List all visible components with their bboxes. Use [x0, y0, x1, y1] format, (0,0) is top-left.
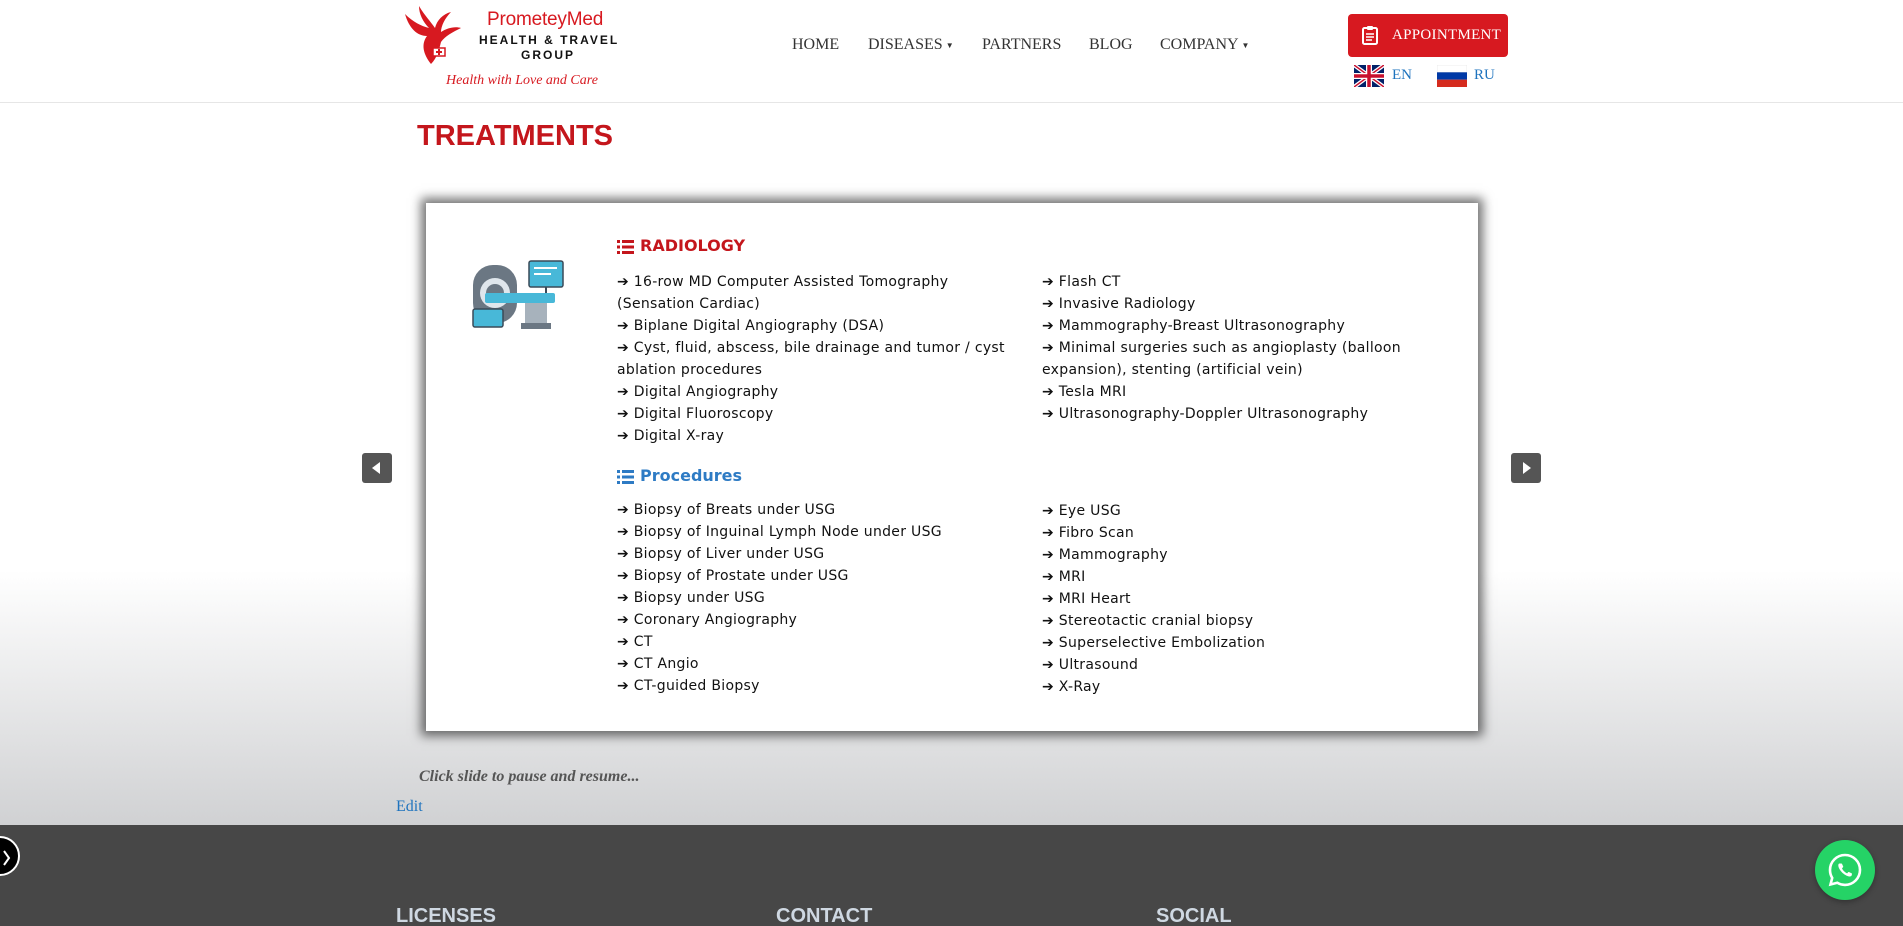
chevron-down-icon: ▼ — [945, 40, 954, 50]
list-item: ➔ Ultrasound — [1042, 657, 1139, 673]
procedures-heading — [617, 466, 742, 485]
whatsapp-button[interactable] — [1815, 840, 1875, 900]
lang-ru-label: RU — [1474, 67, 1495, 83]
list-item: ➔ Invasive Radiology — [1042, 296, 1196, 312]
list-icon — [617, 470, 634, 484]
nav-partners-label: PARTNERS — [982, 36, 1062, 53]
edit-link[interactable]: Edit — [396, 798, 423, 815]
uk-flag-icon — [1354, 65, 1384, 87]
list-item: (Sensation Cardiac) — [617, 296, 761, 312]
nav-diseases-label: DISEASES — [868, 36, 943, 53]
caret-left-icon — [362, 453, 392, 483]
list-item: ➔ Minimal surgeries such as angioplasty (balloon — [1042, 340, 1401, 356]
site-header — [0, 0, 1903, 103]
procedures-title: Procedures — [640, 466, 743, 485]
list-item: ➔ MRI — [1042, 569, 1086, 585]
logo-name: PrometeyMed — [487, 9, 604, 30]
list-item: ➔ Digital X-ray — [617, 428, 725, 444]
list-item: ➔ Biopsy of Breats under USG — [617, 502, 836, 518]
list-item: ➔ 16-row MD Computer Assisted Tomography — [617, 274, 949, 290]
list-item: ablation procedures — [617, 362, 763, 378]
list-item: ➔ Ultrasonography-Doppler Ultrasonography — [1042, 406, 1369, 422]
footer-heading-licenses: LICENSES — [396, 905, 497, 926]
close-icon — [0, 838, 22, 878]
radiology-title: RADIOLOGY — [640, 236, 746, 255]
nav-blog[interactable] — [1089, 36, 1133, 54]
nav-home[interactable] — [792, 36, 839, 54]
site-logo[interactable] — [403, 6, 633, 96]
clipboard-icon — [1362, 25, 1378, 45]
list-item: ➔ Biopsy of Prostate under USG — [617, 568, 849, 584]
whatsapp-icon — [1815, 840, 1875, 900]
nav-blog-label: BLOG — [1089, 36, 1133, 53]
slider-prev-button[interactable] — [362, 453, 392, 483]
list-item: ➔ Coronary Angiography — [617, 612, 798, 628]
site-footer — [0, 825, 1903, 926]
close-button[interactable] — [0, 836, 20, 876]
list-item: ➔ Digital Angiography — [617, 384, 779, 400]
list-item: ➔ CT — [617, 634, 653, 650]
logo-subtitle-line1: HEALTH & TRAVEL — [479, 33, 620, 47]
phoenix-logo-icon — [403, 6, 461, 66]
list-item: ➔ X-Ray — [1042, 679, 1101, 695]
chevron-down-icon: ▼ — [1241, 40, 1250, 50]
nav-home-label: HOME — [792, 36, 840, 53]
radiology-list-left — [617, 271, 1027, 447]
list-item: ➔ Digital Fluoroscopy — [617, 406, 774, 422]
list-item: ➔ Stereotactic cranial biopsy — [1042, 613, 1254, 629]
footer-heading-contact: CONTACT — [776, 905, 873, 926]
list-icon — [617, 240, 634, 254]
list-item: ➔ Biopsy of Liver under USG — [617, 546, 825, 562]
logo-subtitle-line2: GROUP — [521, 48, 576, 62]
radiology-list-right — [1042, 271, 1452, 425]
list-item: ➔ CT Angio — [617, 656, 699, 672]
nav-company[interactable] — [1160, 36, 1249, 54]
appointment-button[interactable] — [1348, 14, 1508, 57]
nav-company-label: COMPANY — [1160, 36, 1239, 53]
radiology-heading — [617, 236, 745, 255]
list-item: ➔ Biplane Digital Angiography (DSA) — [617, 318, 885, 334]
nav-diseases[interactable] — [868, 36, 954, 54]
list-item: ➔ MRI Heart — [1042, 591, 1131, 607]
treatment-slide[interactable] — [426, 203, 1478, 731]
procedures-list-right — [1042, 500, 1452, 698]
appointment-label: APPOINTMENT — [1392, 27, 1502, 43]
list-item: ➔ Flash CT — [1042, 274, 1121, 290]
list-item: ➔ Eye USG — [1042, 503, 1122, 519]
ct-scanner-icon — [469, 259, 567, 335]
caret-right-icon — [1511, 453, 1541, 483]
list-item: ➔ Superselective Embolization — [1042, 635, 1266, 651]
list-item: ➔ Mammography — [1042, 547, 1168, 563]
list-item: expansion), stenting (artificial vein) — [1042, 362, 1303, 378]
slider-hint: Click slide to pause and resume... — [419, 768, 640, 785]
list-item: ➔ Biopsy under USG — [617, 590, 765, 606]
page-title: TREATMENTS — [417, 120, 614, 152]
list-item: ➔ CT-guided Biopsy — [617, 678, 760, 694]
footer-heading-social: SOCIAL — [1156, 905, 1232, 926]
ru-flag-icon — [1437, 65, 1467, 87]
list-item: ➔ Biopsy of Inguinal Lymph Node under USG — [617, 524, 942, 540]
slider-next-button[interactable] — [1511, 453, 1541, 483]
list-item: ➔ Tesla MRI — [1042, 384, 1127, 400]
list-item: ➔ Fibro Scan — [1042, 525, 1135, 541]
list-item: ➔ Mammography-Breast Ultrasonography — [1042, 318, 1346, 334]
nav-partners[interactable] — [982, 36, 1061, 54]
procedures-list-left — [617, 499, 1027, 697]
lang-en-label: EN — [1392, 67, 1412, 83]
list-item: ➔ Cyst, fluid, abscess, bile drainage and tumor / cyst — [617, 340, 1005, 356]
logo-tagline: Health with Love and Care — [446, 73, 598, 88]
